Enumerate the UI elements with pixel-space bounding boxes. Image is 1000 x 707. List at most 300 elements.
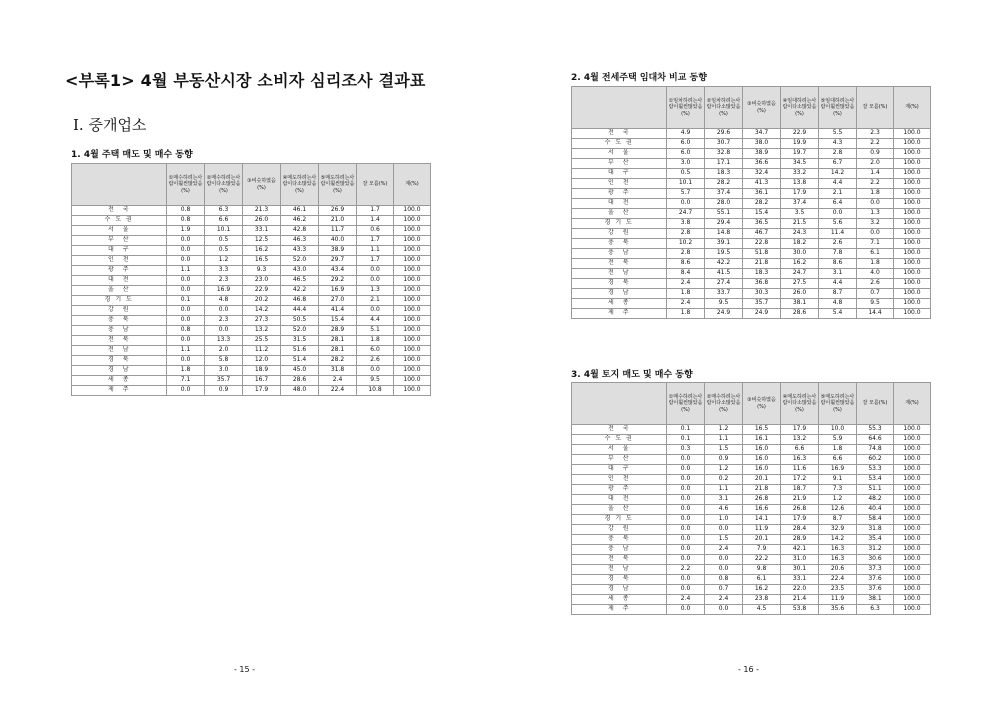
table-cell: 1.2 xyxy=(705,425,743,435)
table-cell: 60.2 xyxy=(857,455,894,465)
table-cell: 4.3 xyxy=(819,139,857,149)
column-header: ④매도하려는사람이다소많았음(%) xyxy=(281,164,319,206)
table-land-sales xyxy=(571,382,931,615)
table-cell: 1.7 xyxy=(357,236,394,246)
table-row xyxy=(72,326,431,336)
table-cell: 24.7 xyxy=(667,209,705,219)
table-cell: 100.0 xyxy=(894,189,931,199)
table-cell: 0.0 xyxy=(205,306,243,316)
row-label: 전 국 xyxy=(72,206,167,216)
table-cell: 28.6 xyxy=(781,309,819,319)
table-cell: 0.0 xyxy=(667,465,705,475)
table-cell: 4.4 xyxy=(819,179,857,189)
table-cell: 100.0 xyxy=(894,139,931,149)
table-row xyxy=(572,169,931,179)
table-row xyxy=(572,505,931,515)
table-cell: 0.7 xyxy=(705,585,743,595)
table-cell: 11.2 xyxy=(243,346,281,356)
table-cell: 16.9 xyxy=(319,286,357,296)
table-cell: 0.0 xyxy=(667,575,705,585)
table-cell: 0.0 xyxy=(667,505,705,515)
table-cell: 1.7 xyxy=(357,206,394,216)
table-cell: 100.0 xyxy=(894,485,931,495)
row-label: 경 북 xyxy=(572,575,667,585)
table-cell: 1.8 xyxy=(857,259,894,269)
table-cell: 100.0 xyxy=(394,236,431,246)
table-row xyxy=(72,216,431,226)
table-cell: 0.0 xyxy=(857,229,894,239)
table-cell: 16.1 xyxy=(743,435,781,445)
table-cell: 100.0 xyxy=(894,465,931,475)
table-cell: 19.9 xyxy=(781,139,819,149)
table-cell: 0.0 xyxy=(705,555,743,565)
row-label: 경 남 xyxy=(72,366,167,376)
table-row xyxy=(572,219,931,229)
table-cell: 6.6 xyxy=(819,455,857,465)
table-cell: 3.3 xyxy=(205,266,243,276)
table-cell: 29.4 xyxy=(705,219,743,229)
table-cell: 6.0 xyxy=(357,346,394,356)
column-header: ④매도하려는사람이다소많았음(%) xyxy=(781,383,819,425)
table-cell: 1.4 xyxy=(857,169,894,179)
table-cell: 21.5 xyxy=(781,219,819,229)
table-cell: 20.1 xyxy=(743,475,781,485)
table-cell: 28.1 xyxy=(319,336,357,346)
table-cell: 22.4 xyxy=(319,386,357,396)
table-row xyxy=(572,189,931,199)
table-cell: 5.9 xyxy=(819,435,857,445)
table-cell: 1.8 xyxy=(857,189,894,199)
table-cell: 100.0 xyxy=(394,276,431,286)
table-cell: 100.0 xyxy=(894,149,931,159)
table-cell: 41.3 xyxy=(743,179,781,189)
table-cell: 26.0 xyxy=(781,289,819,299)
table-cell: 18.3 xyxy=(743,269,781,279)
table-cell: 2.4 xyxy=(667,279,705,289)
table-cell: 42.8 xyxy=(281,226,319,236)
table-cell: 37.3 xyxy=(857,565,894,575)
table-row xyxy=(72,246,431,256)
table-cell: 24.9 xyxy=(705,309,743,319)
table-cell: 0.0 xyxy=(357,266,394,276)
row-label: 전 남 xyxy=(72,346,167,356)
table-cell: 16.0 xyxy=(743,455,781,465)
table-cell: 37.4 xyxy=(705,189,743,199)
table-cell: 0.9 xyxy=(705,455,743,465)
table-cell: 1.1 xyxy=(705,485,743,495)
table-row xyxy=(572,555,931,565)
table-cell: 51.4 xyxy=(281,356,319,366)
table-cell: 51.1 xyxy=(857,485,894,495)
table-cell: 0.0 xyxy=(857,199,894,209)
table-row xyxy=(72,296,431,306)
table-cell: 28.9 xyxy=(319,326,357,336)
table-cell: 7.9 xyxy=(743,545,781,555)
table-cell: 26.0 xyxy=(243,216,281,226)
table-cell: 15.4 xyxy=(743,209,781,219)
table-cell: 0.1 xyxy=(167,296,205,306)
table-cell: 45.0 xyxy=(281,366,319,376)
table-cell: 5.7 xyxy=(667,189,705,199)
table-cell: 20.1 xyxy=(743,535,781,545)
table-cell: 100.0 xyxy=(394,246,431,256)
table-row xyxy=(72,226,431,236)
table-cell: 100.0 xyxy=(894,169,931,179)
table-cell: 2.8 xyxy=(667,249,705,259)
table-cell: 100.0 xyxy=(394,306,431,316)
column-header: ③비슷하였음(%) xyxy=(743,383,781,425)
table-cell: 27.4 xyxy=(705,279,743,289)
table-cell: 35.4 xyxy=(857,535,894,545)
table-cell: 16.9 xyxy=(819,465,857,475)
table-cell: 55.3 xyxy=(857,425,894,435)
table-cell: 28.2 xyxy=(319,356,357,366)
table-cell: 37.4 xyxy=(781,199,819,209)
table-cell: 46.2 xyxy=(281,216,319,226)
table-cell: 26.9 xyxy=(319,206,357,216)
table-cell: 0.0 xyxy=(167,246,205,256)
table-row xyxy=(572,605,931,615)
table-cell: 30.7 xyxy=(705,139,743,149)
table-cell: 3.0 xyxy=(205,366,243,376)
table-cell: 5.6 xyxy=(819,219,857,229)
table-row xyxy=(72,206,431,216)
table-cell: 2.4 xyxy=(667,299,705,309)
table-cell: 13.2 xyxy=(243,326,281,336)
row-label: 광 주 xyxy=(572,485,667,495)
table-cell: 100.0 xyxy=(394,266,431,276)
row-label: 세 종 xyxy=(72,376,167,386)
table-cell: 29.2 xyxy=(319,276,357,286)
table-row xyxy=(72,376,431,386)
row-label: 울 산 xyxy=(572,209,667,219)
table-cell: 0.0 xyxy=(819,209,857,219)
table-cell: 26.8 xyxy=(743,495,781,505)
table-cell: 55.1 xyxy=(705,209,743,219)
row-label: 서 울 xyxy=(572,149,667,159)
table-cell: 1.8 xyxy=(819,445,857,455)
table-cell: 21.4 xyxy=(781,595,819,605)
table-caption-land: 3. 4월 토지 매도 및 매수 동향 xyxy=(571,370,693,380)
table-cell: 4.5 xyxy=(743,605,781,615)
table-cell: 1.8 xyxy=(357,336,394,346)
table-cell: 6.1 xyxy=(857,249,894,259)
table-cell: 2.2 xyxy=(667,565,705,575)
table-row xyxy=(72,366,431,376)
table-cell: 22.8 xyxy=(743,239,781,249)
table-cell: 41.5 xyxy=(705,269,743,279)
table-cell: 7.8 xyxy=(819,249,857,259)
table-cell: 0.9 xyxy=(205,386,243,396)
table-cell: 28.0 xyxy=(705,199,743,209)
table-cell: 14.1 xyxy=(743,515,781,525)
table-row xyxy=(572,465,931,475)
page-number-left: - 15 - xyxy=(234,665,256,674)
table-cell: 41.4 xyxy=(319,306,357,316)
table-cell: 100.0 xyxy=(894,425,931,435)
table-cell: 3.1 xyxy=(705,495,743,505)
table-cell: 0.8 xyxy=(167,216,205,226)
table-cell: 48.0 xyxy=(281,386,319,396)
table-cell: 3.2 xyxy=(857,219,894,229)
table-cell: 0.0 xyxy=(357,366,394,376)
column-header: 계(%) xyxy=(894,383,931,425)
table-cell: 10.1 xyxy=(205,226,243,236)
table-cell: 100.0 xyxy=(394,296,431,306)
row-label: 대 구 xyxy=(72,246,167,256)
table-cell: 24.3 xyxy=(781,229,819,239)
row-label: 충 북 xyxy=(572,535,667,545)
table-cell: 7.1 xyxy=(857,239,894,249)
table-cell: 0.0 xyxy=(167,306,205,316)
table-cell: 0.0 xyxy=(357,276,394,286)
table-cell: 46.3 xyxy=(281,236,319,246)
row-label: 부 산 xyxy=(572,455,667,465)
table-cell: 26.8 xyxy=(781,505,819,515)
table-row xyxy=(572,279,931,289)
table-cell: 2.2 xyxy=(857,179,894,189)
table-cell: 100.0 xyxy=(894,199,931,209)
table-cell: 0.1 xyxy=(667,435,705,445)
table-cell: 43.0 xyxy=(281,266,319,276)
table-cell: 1.1 xyxy=(167,266,205,276)
table-cell: 43.4 xyxy=(319,266,357,276)
row-label: 부 산 xyxy=(572,159,667,169)
row-label: 경 북 xyxy=(72,356,167,366)
table-cell: 9.8 xyxy=(743,565,781,575)
table-cell: 53.3 xyxy=(857,465,894,475)
table-cell: 2.6 xyxy=(819,239,857,249)
table-row xyxy=(572,585,931,595)
row-label: 경 기 도 xyxy=(572,515,667,525)
table-cell: 29.6 xyxy=(705,129,743,139)
table-cell: 0.0 xyxy=(705,605,743,615)
table-row xyxy=(572,299,931,309)
column-header: 계(%) xyxy=(894,87,931,129)
column-header: 잘 모름(%) xyxy=(857,87,894,129)
table-cell: 100.0 xyxy=(894,249,931,259)
table-cell: 6.0 xyxy=(667,149,705,159)
table-cell: 100.0 xyxy=(894,445,931,455)
table-cell: 7.3 xyxy=(819,485,857,495)
table-cell: 1.5 xyxy=(705,535,743,545)
row-label: 대 전 xyxy=(572,495,667,505)
row-label: 제 주 xyxy=(572,605,667,615)
table-cell: 30.3 xyxy=(743,289,781,299)
table-cell: 100.0 xyxy=(894,475,931,485)
header-blank xyxy=(572,383,667,425)
row-label: 경 북 xyxy=(572,279,667,289)
table-cell: 100.0 xyxy=(894,229,931,239)
table-cell: 100.0 xyxy=(894,555,931,565)
table-cell: 37.6 xyxy=(857,585,894,595)
row-label: 충 남 xyxy=(572,249,667,259)
table-cell: 100.0 xyxy=(894,289,931,299)
table-cell: 0.0 xyxy=(667,495,705,505)
table-row xyxy=(72,386,431,396)
table-cell: 31.5 xyxy=(281,336,319,346)
table-cell: 100.0 xyxy=(894,525,931,535)
table-row xyxy=(572,525,931,535)
table-cell: 6.6 xyxy=(781,445,819,455)
table-cell: 100.0 xyxy=(394,206,431,216)
table-cell: 6.3 xyxy=(205,206,243,216)
header-blank xyxy=(72,164,167,206)
page-number-right: - 16 - xyxy=(738,665,760,674)
table-cell: 100.0 xyxy=(394,316,431,326)
table-cell: 100.0 xyxy=(894,495,931,505)
table-cell: 100.0 xyxy=(894,585,931,595)
table-cell: 10.2 xyxy=(667,239,705,249)
table-cell: 24.7 xyxy=(781,269,819,279)
table-cell: 2.3 xyxy=(857,129,894,139)
column-header: ②매수하려는사람이다소많았음(%) xyxy=(705,383,743,425)
table-cell: 23.5 xyxy=(819,585,857,595)
column-header: ①매수하려는사람이훨씬많았음(%) xyxy=(167,164,205,206)
table-cell: 0.0 xyxy=(205,326,243,336)
table-cell: 17.2 xyxy=(781,475,819,485)
table-cell: 19.5 xyxy=(705,249,743,259)
table-cell: 32.4 xyxy=(743,169,781,179)
row-label: 수 도 권 xyxy=(572,139,667,149)
page-title: <부록1> 4월 부동산시장 소비자 심리조사 결과표 xyxy=(65,71,426,90)
table-cell: 21.9 xyxy=(781,495,819,505)
table-cell: 40.0 xyxy=(319,236,357,246)
table-cell: 0.5 xyxy=(667,169,705,179)
table-cell: 0.0 xyxy=(167,256,205,266)
row-label: 강 원 xyxy=(572,229,667,239)
table-cell: 100.0 xyxy=(394,326,431,336)
table-cell: 4.4 xyxy=(819,279,857,289)
table-row xyxy=(572,309,931,319)
table-row xyxy=(72,256,431,266)
table-cell: 100.0 xyxy=(894,545,931,555)
table-row xyxy=(72,276,431,286)
table-cell: 3.5 xyxy=(781,209,819,219)
table-cell: 40.4 xyxy=(857,505,894,515)
table-cell: 5.5 xyxy=(819,129,857,139)
row-label: 대 전 xyxy=(572,199,667,209)
row-label: 대 전 xyxy=(72,276,167,286)
table-row xyxy=(572,179,931,189)
row-label: 강 원 xyxy=(72,306,167,316)
table-row xyxy=(72,346,431,356)
table-cell: 0.0 xyxy=(167,386,205,396)
table-cell: 28.9 xyxy=(781,535,819,545)
table-cell: 100.0 xyxy=(894,299,931,309)
table-cell: 37.6 xyxy=(857,575,894,585)
table-row xyxy=(572,535,931,545)
table-cell: 24.9 xyxy=(743,309,781,319)
table-cell: 0.6 xyxy=(357,226,394,236)
table-cell: 33.2 xyxy=(781,169,819,179)
table-cell: 9.1 xyxy=(819,475,857,485)
column-header: ⑤매도하려는사람이훨씬많았음(%) xyxy=(319,164,357,206)
table-cell: 23.0 xyxy=(243,276,281,286)
table-cell: 42.2 xyxy=(281,286,319,296)
column-header: ⑤임대하려는사람이훨씬많았음(%) xyxy=(819,87,857,129)
table-cell: 53.8 xyxy=(781,605,819,615)
table-cell: 0.7 xyxy=(857,289,894,299)
table-cell: 1.8 xyxy=(167,366,205,376)
table-row xyxy=(572,495,931,505)
table-cell: 28.1 xyxy=(319,346,357,356)
table-cell: 10.8 xyxy=(357,386,394,396)
table-cell: 2.2 xyxy=(857,139,894,149)
table-cell: 38.1 xyxy=(857,595,894,605)
table-cell: 1.3 xyxy=(857,209,894,219)
table-cell: 34.7 xyxy=(743,129,781,139)
table-cell: 100.0 xyxy=(894,209,931,219)
table-cell: 3.8 xyxy=(667,219,705,229)
table-cell: 0.3 xyxy=(667,445,705,455)
table-cell: 8.6 xyxy=(819,259,857,269)
column-header: ②매수하려는사람이다소많았음(%) xyxy=(205,164,243,206)
table-cell: 16.3 xyxy=(819,545,857,555)
table-cell: 0.0 xyxy=(667,475,705,485)
table-row xyxy=(572,129,931,139)
table-cell: 21.0 xyxy=(319,216,357,226)
table-cell: 11.6 xyxy=(781,465,819,475)
table-cell: 4.0 xyxy=(857,269,894,279)
table-cell: 5.8 xyxy=(205,356,243,366)
table-cell: 30.6 xyxy=(857,555,894,565)
table-cell: 0.0 xyxy=(705,525,743,535)
table-cell: 16.6 xyxy=(743,505,781,515)
table-cell: 36.1 xyxy=(743,189,781,199)
table-cell: 42.1 xyxy=(781,545,819,555)
table-housing-sales xyxy=(71,163,431,396)
table-cell: 18.2 xyxy=(781,239,819,249)
table-cell: 6.3 xyxy=(857,605,894,615)
table-cell: 100.0 xyxy=(894,565,931,575)
table-cell: 0.0 xyxy=(667,525,705,535)
row-label: 전 남 xyxy=(572,565,667,575)
table-cell: 36.8 xyxy=(743,279,781,289)
table-cell: 100.0 xyxy=(394,356,431,366)
table-cell: 100.0 xyxy=(894,575,931,585)
table-cell: 0.5 xyxy=(205,246,243,256)
table-row xyxy=(572,269,931,279)
table-cell: 14.8 xyxy=(705,229,743,239)
table-cell: 0.8 xyxy=(705,575,743,585)
table-cell: 2.0 xyxy=(857,159,894,169)
table-cell: 35.7 xyxy=(743,299,781,309)
table-cell: 2.4 xyxy=(667,595,705,605)
table-cell: 15.4 xyxy=(319,316,357,326)
table-cell: 48.2 xyxy=(857,495,894,505)
table-cell: 27.3 xyxy=(243,316,281,326)
table-cell: 0.0 xyxy=(667,485,705,495)
table-cell: 38.9 xyxy=(743,149,781,159)
table-cell: 4.8 xyxy=(819,299,857,309)
table-row xyxy=(572,229,931,239)
table-cell: 16.0 xyxy=(743,445,781,455)
table-cell: 10.1 xyxy=(667,179,705,189)
table-cell: 0.0 xyxy=(167,276,205,286)
table-cell: 36.5 xyxy=(743,219,781,229)
table-cell: 9.5 xyxy=(857,299,894,309)
table-cell: 23.8 xyxy=(743,595,781,605)
row-label: 충 남 xyxy=(572,545,667,555)
table-cell: 14.4 xyxy=(857,309,894,319)
table-row xyxy=(72,236,431,246)
table-cell: 22.9 xyxy=(781,129,819,139)
table-cell: 31.0 xyxy=(781,555,819,565)
table-cell: 43.3 xyxy=(281,246,319,256)
table-cell: 0.2 xyxy=(705,475,743,485)
table-cell: 50.5 xyxy=(281,316,319,326)
